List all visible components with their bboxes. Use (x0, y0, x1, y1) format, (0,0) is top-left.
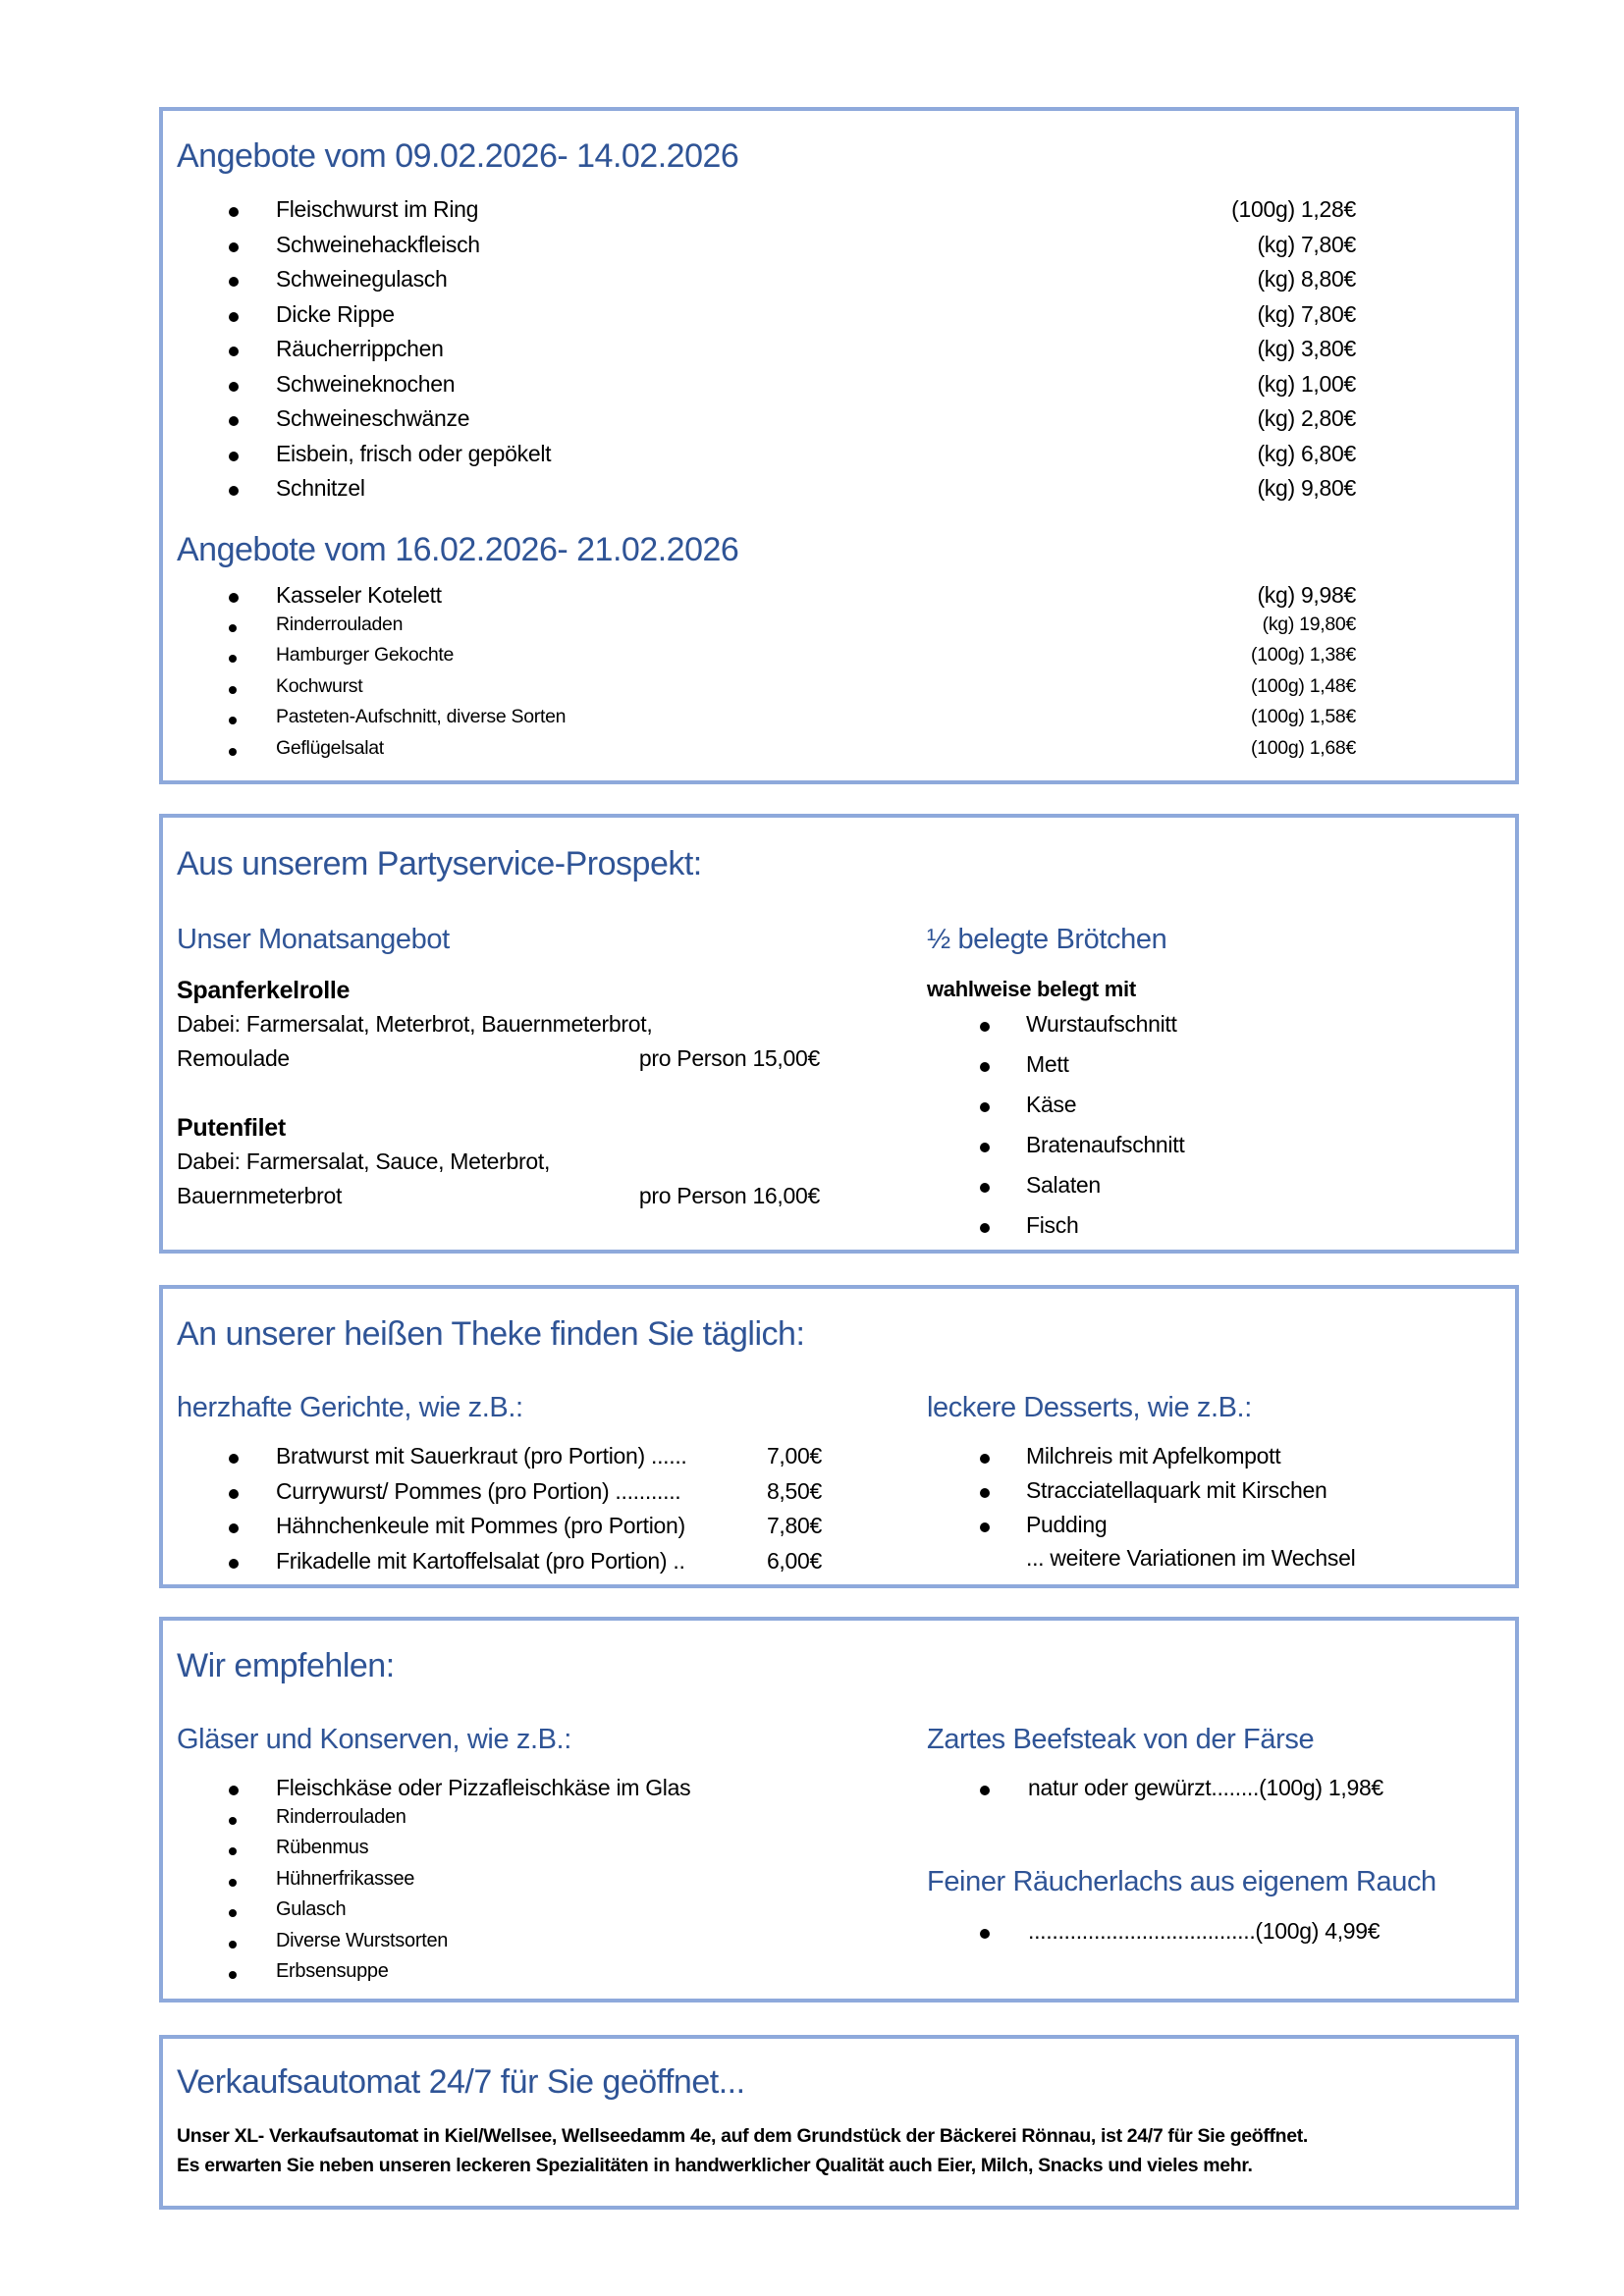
bullet-icon (229, 1786, 239, 1795)
salmon-heading: Feiner Räucherlachs aus eigenem Rauch (927, 1866, 1436, 1897)
bullet-icon (980, 1929, 990, 1939)
offer-name: Putenfilet (177, 1114, 286, 1142)
vending-text-line1: Unser XL- Verkaufsautomat in Kiel/Wellsee, Wellseedamm 4e, auf dem Grundstück der Bäckerei Rönnau, ist 24/7 für Sie geöffnet. (177, 2125, 1308, 2147)
salmon-item: ......................................(100g) 4,99€ (1028, 1918, 1380, 1944)
hot-counter-title: An unserer heißen Theke finden Sie täglich: (177, 1315, 805, 1353)
vending-text-line2: Es erwarten Sie neben unseren leckeren Spezialitäten in handwerklicher Qualität auch Eier, Milch, Snacks und vieles mehr. (177, 2155, 1253, 2176)
bullet-icon (229, 486, 239, 496)
bullet-icon (229, 1941, 237, 1949)
offer-description: Dabei: Farmersalat, Sauce, Meterbrot, (177, 1148, 551, 1174)
bullet-icon (980, 1454, 990, 1464)
rolls-heading: ½ belegte Brötchen (927, 924, 1167, 955)
list-item: Fleischkäse oder Pizzafleischkäse im Glas (276, 1775, 691, 1800)
partyservice-box (159, 814, 1519, 1254)
vending-box (159, 2035, 1519, 2210)
product-price: (kg) 6,80€ (1257, 440, 1356, 466)
list-item: Milchreis mit Apfelkompott (1026, 1443, 1281, 1468)
product-name: Pasteten-Aufschnitt, diverse Sorten (276, 706, 567, 727)
offer-description-end: Remoulade (177, 1045, 290, 1071)
dish-item (276, 1478, 822, 1505)
dish-name: Hähnchenkeule mit Pommes (pro Portion) (276, 1513, 685, 1538)
product-name: Rinderrouladen (276, 613, 404, 635)
offers-box (159, 107, 1519, 784)
dish-price: 7,00€ (766, 1443, 822, 1468)
bullet-icon (229, 1523, 239, 1533)
bullet-icon (229, 1817, 237, 1825)
dishes-heading: herzhafte Gerichte, wie z.B.: (177, 1392, 523, 1423)
dish-name: Currywurst/ Pommes (pro Portion) ........... (276, 1477, 681, 1504)
offer-price: pro Person 15,00€ (638, 1045, 820, 1071)
list-item: Erbsensuppe (276, 1960, 389, 1982)
price-list-item (276, 405, 1356, 432)
offers-week2-title: Angebote vom 16.02.2026- 21.02.2026 (177, 531, 739, 568)
product-price: (kg) 19,80€ (1262, 613, 1356, 635)
rolls-subheading: wahlweise belegt mit (927, 977, 1136, 1001)
dish-item (276, 1513, 822, 1539)
product-name: Schweineschwänze (276, 405, 470, 431)
dish-item (276, 1548, 822, 1575)
bullet-icon (229, 1489, 239, 1499)
bullet-icon (229, 312, 239, 322)
list-item: Fisch (1026, 1212, 1079, 1238)
dish-price: 8,50€ (766, 1477, 822, 1504)
hot-counter-box (159, 1285, 1519, 1588)
product-price: (100g) 1,68€ (1251, 736, 1356, 759)
offer-description: Dabei: Farmersalat, Meterbrot, Bauernmeterbrot, (177, 1011, 653, 1037)
bullet-icon (980, 1223, 990, 1233)
price-list-item (276, 737, 1356, 760)
dish-price: 7,80€ (766, 1513, 822, 1538)
dish-item (276, 1443, 822, 1469)
bullet-icon (229, 1847, 237, 1855)
bullet-icon (980, 1062, 990, 1072)
product-name: Geflügelsalat (276, 736, 384, 759)
monthly-offer-heading: Unser Monatsangebot (177, 924, 450, 955)
product-name: Hamburger Gekochte (276, 644, 455, 666)
price-list-item (276, 301, 1356, 328)
product-name: Schnitzel (276, 475, 365, 501)
bullet-icon (980, 1786, 990, 1795)
bullet-icon (980, 1488, 990, 1498)
product-price: (kg) 8,80€ (1257, 266, 1356, 292)
product-name: Schweinehackfleisch (276, 231, 480, 257)
bullet-icon (229, 624, 237, 632)
price-list-item (276, 475, 1356, 502)
list-item: Käse (1026, 1092, 1077, 1117)
list-item: Pudding (1026, 1512, 1108, 1537)
product-name: Fleischwurst im Ring (276, 196, 479, 222)
offer-price: pro Person 16,00€ (638, 1183, 820, 1208)
jars-heading: Gläser und Konserven, wie z.B.: (177, 1724, 571, 1755)
list-item: Bratenaufschnitt (1026, 1132, 1185, 1157)
recommend-box (159, 1617, 1519, 2002)
price-list-item (276, 371, 1356, 398)
list-item: Hühnerfrikassee (276, 1867, 415, 1890)
list-item: Rübenmus (276, 1837, 369, 1858)
bullet-icon (980, 1183, 990, 1193)
product-name: Dicke Rippe (276, 300, 395, 327)
price-list-item (276, 441, 1356, 467)
product-price: (kg) 3,80€ (1257, 336, 1356, 361)
price-list-item (276, 232, 1356, 258)
bullet-icon (229, 416, 239, 426)
bullet-icon (229, 1909, 237, 1917)
bullet-icon (229, 1454, 239, 1464)
price-list-item (276, 266, 1356, 293)
list-item: Wurstaufschnitt (1026, 1011, 1177, 1037)
bullet-icon (229, 1559, 239, 1569)
price-list-item (276, 614, 1356, 636)
list-item: Rinderrouladen (276, 1805, 406, 1828)
list-item: Mett (1026, 1051, 1069, 1077)
product-name: Schweinegulasch (276, 266, 448, 292)
beefsteak-heading: Zartes Beefsteak von der Färse (927, 1724, 1315, 1755)
product-price: (kg) 9,98€ (1257, 582, 1356, 608)
bullet-icon (980, 1522, 990, 1532)
bullet-icon (229, 717, 237, 724)
bullet-icon (229, 686, 237, 694)
bullet-icon (229, 207, 239, 217)
offer-price-line (177, 1045, 820, 1072)
dish-name: Frikadelle mit Kartoffelsalat (pro Portion) .. (276, 1547, 685, 1574)
bullet-icon (229, 382, 239, 392)
dish-name: Bratwurst mit Sauerkraut (pro Portion) ...... (276, 1443, 687, 1468)
product-name: Kasseler Kotelett (276, 582, 442, 608)
dish-price: 6,00€ (766, 1547, 822, 1574)
offer-price-line (177, 1183, 820, 1209)
product-price: (kg) 2,80€ (1257, 405, 1356, 431)
price-list-item (276, 582, 1356, 609)
product-price: (100g) 1,28€ (1231, 196, 1356, 222)
product-price: (kg) 1,00€ (1257, 370, 1356, 397)
list-item: Diverse Wurstsorten (276, 1929, 449, 1951)
bullet-icon (229, 452, 239, 461)
product-price: (100g) 1,58€ (1251, 706, 1356, 727)
recommend-title: Wir empfehlen: (177, 1647, 395, 1684)
vending-title: Verkaufsautomat 24/7 für Sie geöffnet... (177, 2063, 745, 2101)
product-price: (100g) 1,38€ (1251, 644, 1356, 666)
bullet-icon (229, 1879, 237, 1887)
bullet-icon (229, 1971, 237, 1979)
bullet-icon (229, 242, 239, 252)
bullet-icon (980, 1022, 990, 1032)
bullet-icon (229, 748, 237, 756)
product-name: Kochwurst (276, 674, 363, 697)
desserts-heading: leckere Desserts, wie z.B.: (927, 1392, 1252, 1423)
price-list-item (276, 644, 1356, 667)
beefsteak-item: natur oder gewürzt........(100g) 1,98€ (1028, 1775, 1383, 1800)
list-item: Salaten (1026, 1172, 1101, 1198)
product-price: (kg) 7,80€ (1257, 231, 1356, 257)
bullet-icon (980, 1143, 990, 1152)
product-price: (kg) 7,80€ (1257, 300, 1356, 327)
price-list-item (276, 336, 1356, 362)
desserts-note: ... weitere Variationen im Wechsel (1026, 1545, 1356, 1571)
product-price: (100g) 1,48€ (1251, 674, 1356, 697)
bullet-icon (229, 277, 239, 287)
product-price: (kg) 9,80€ (1257, 475, 1356, 501)
price-list-item (276, 196, 1356, 223)
list-item: Gulasch (276, 1898, 347, 1920)
offer-description-end: Bauernmeterbrot (177, 1183, 343, 1208)
bullet-icon (229, 593, 239, 603)
list-item: Stracciatellaquark mit Kirschen (1026, 1477, 1327, 1503)
offers-week1-title: Angebote vom 09.02.2026- 14.02.2026 (177, 137, 739, 175)
product-name: Schweineknochen (276, 370, 456, 397)
price-list-item (276, 706, 1356, 728)
product-name: Räucherrippchen (276, 336, 444, 361)
offer-name: Spanferkelrolle (177, 977, 351, 1004)
partyservice-title: Aus unserem Partyservice-Prospekt: (177, 845, 702, 882)
bullet-icon (229, 655, 237, 663)
bullet-icon (229, 347, 239, 356)
bullet-icon (980, 1102, 990, 1112)
price-list-item (276, 675, 1356, 698)
product-name: Eisbein, frisch oder gepökelt (276, 440, 552, 466)
